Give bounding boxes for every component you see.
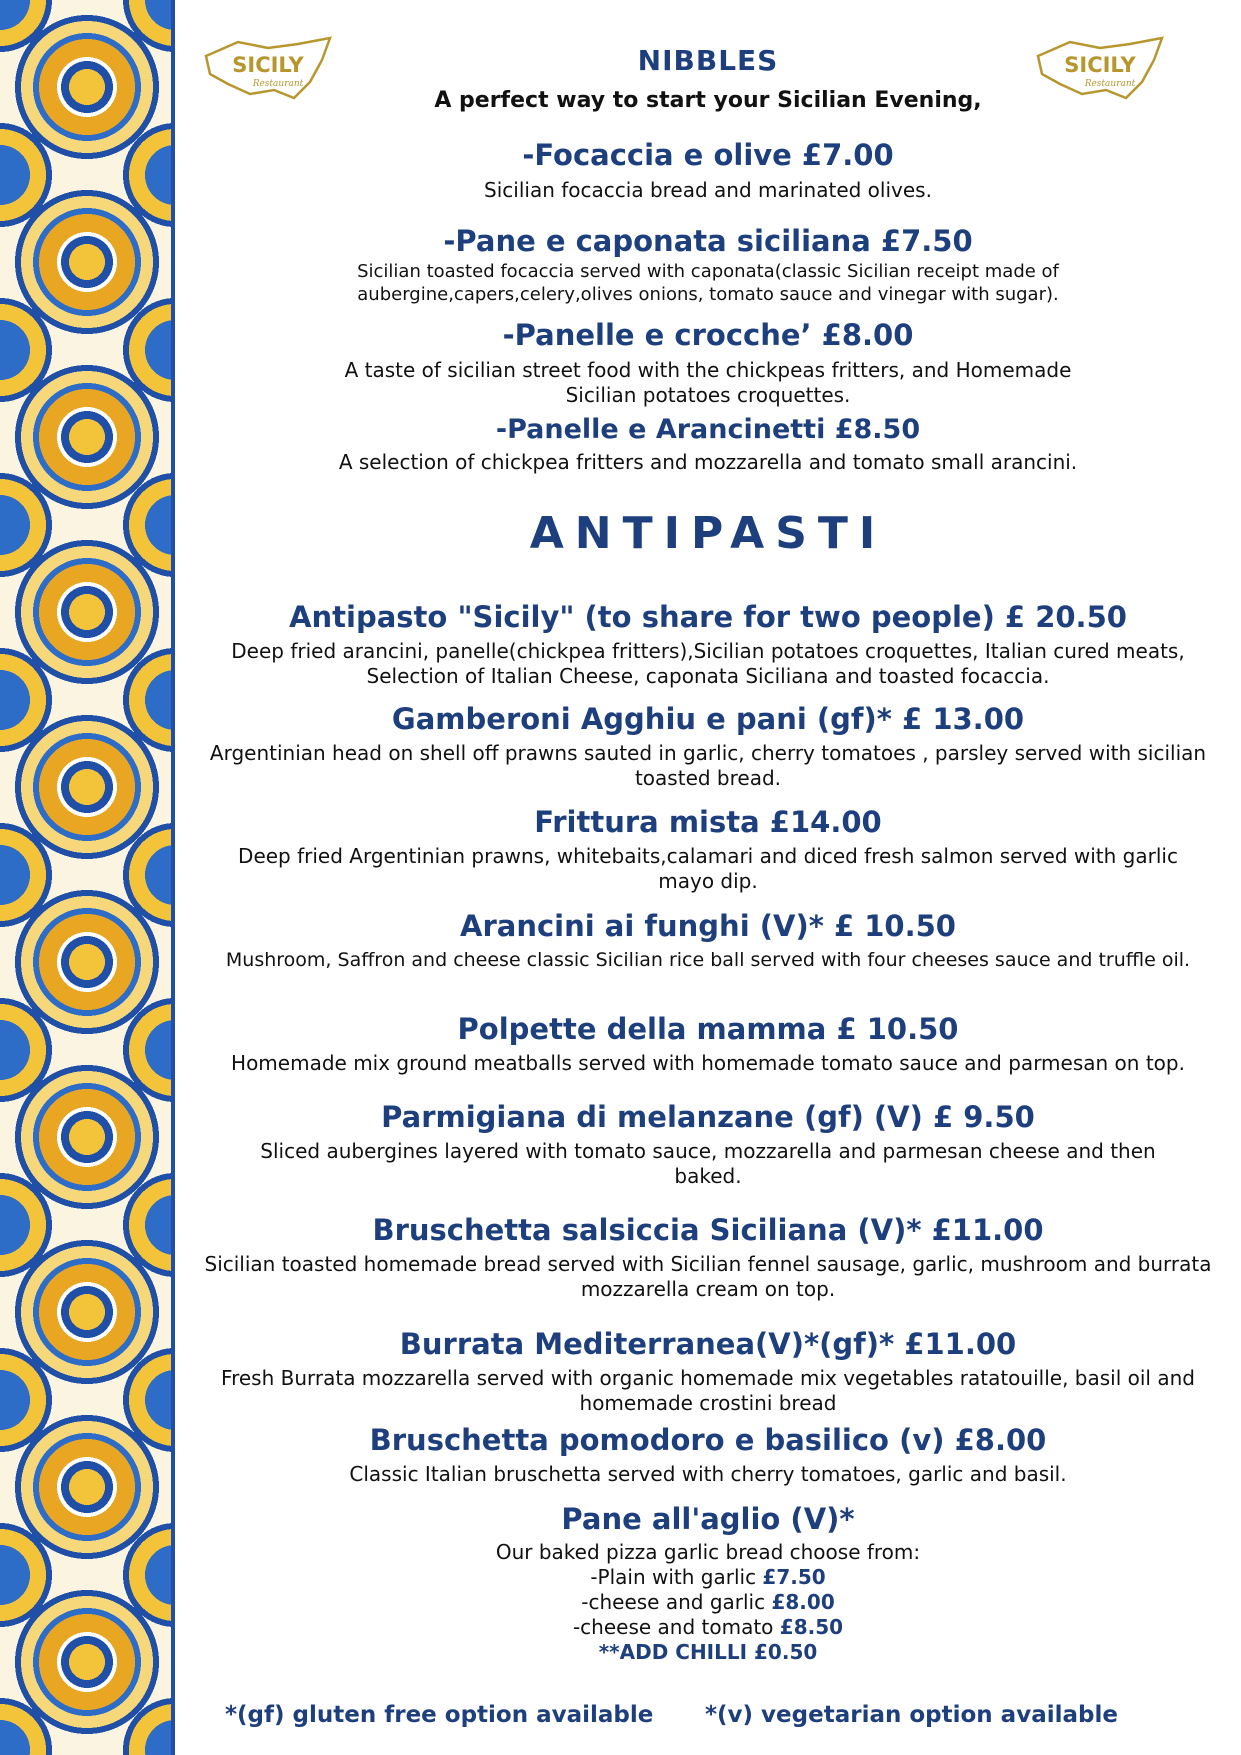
logo-subtext: Restaurant	[1084, 79, 1136, 89]
garlic-bread-intro: Our baked pizza garlic bread choose from:	[495, 1540, 921, 1564]
antipasti-item-desc: Selection of Italian Cheese, caponata Siciliana and toasted focaccia.	[366, 664, 1050, 688]
antipasti-item-desc: Classic Italian bruschetta served with cherry tomatoes, garlic and basil.	[349, 1462, 1067, 1486]
antipasti-item-desc: Homemade mix ground meatballs served with homemade tomato sauce and parmesan on top.	[231, 1051, 1185, 1075]
section-title-antipasti: ANTIPASTI	[529, 508, 887, 559]
antipasti-item-desc: mozzarella cream on top.	[580, 1277, 836, 1301]
add-chilli-note: **ADD CHILLI £0.50	[598, 1640, 818, 1664]
garlic-bread-option	[175, 1590, 1241, 1615]
antipasti-item-title: Burrata Mediterranea(V)*(gf)* £11.00	[399, 1327, 1017, 1361]
antipasti-item-desc: Deep fried Argentinian prawns, whitebaits,calamari and diced fresh salmon served with garlic	[238, 844, 1178, 868]
antipasti-item-desc: Sliced aubergines layered with tomato sauce, mozzarella and parmesan cheese and then	[260, 1139, 1156, 1163]
option-price: £8.50	[779, 1615, 844, 1639]
antipasti-item-title: Polpette della mamma £ 10.50	[457, 1012, 959, 1046]
garlic-bread-option	[175, 1615, 1241, 1640]
option-label: -cheese and tomato	[572, 1615, 780, 1639]
nibble-item-title: -Panelle e Arancinetti £8.50	[495, 414, 921, 445]
nibble-item-title: -Pane e caponata siciliana £7.50	[443, 224, 973, 258]
antipasti-item-title: Gamberoni Agghiu e pani (gf)* £ 13.00	[391, 702, 1025, 736]
decorative-tile-border	[0, 0, 175, 1755]
antipasti-item-desc: toasted bread.	[634, 766, 782, 790]
antipasti-item-desc: Fresh Burrata mozzarella served with organic homemade mix vegetables ratatouille, basil oil and	[221, 1366, 1195, 1390]
antipasti-item-desc: Argentinian head on shell off prawns sauted in garlic, cherry tomatoes , parsley served with sicilian	[209, 741, 1207, 765]
antipasti-item-desc: Deep fried arancini, panelle(chickpea fritters),Sicilian potatoes croquettes, Italian cured meats,	[231, 639, 1185, 663]
footer-vegetarian-note: *(v) vegetarian option available	[705, 1702, 1118, 1728]
footer-gluten-free-note: *(gf) gluten free option available	[225, 1702, 654, 1728]
nibble-item-desc: Sicilian focaccia bread and marinated olives.	[484, 178, 932, 202]
antipasti-item-title: Bruschetta salsiccia Siciliana (V)* £11.00	[372, 1213, 1044, 1247]
garlic-bread-option	[175, 1565, 1241, 1590]
menu-content	[175, 0, 1241, 1755]
antipasti-item-title: Parmigiana di melanzane (gf) (V) £ 9.50	[381, 1100, 1035, 1134]
nibble-item-title: -Panelle e crocche’ £8.00	[502, 318, 914, 352]
antipasti-item-desc: Sicilian toasted homemade bread served with Sicilian fennel sausage, garlic, mushroom and burrata	[204, 1252, 1212, 1276]
nibble-item-desc: aubergine,capers,celery,olives onions, tomato sauce and vinegar with sugar).	[357, 284, 1059, 305]
antipasti-item-desc: baked.	[674, 1164, 742, 1188]
logo-text: SICILY	[1064, 53, 1136, 77]
nibble-item-desc: A taste of sicilian street food with the chickpeas fritters, and Homemade	[344, 358, 1072, 382]
antipasti-item-desc: mayo dip.	[658, 869, 758, 893]
antipasti-item-title: Frittura mista £14.00	[534, 805, 882, 839]
section-title-nibbles: NIBBLES	[637, 44, 779, 77]
nibbles-intro: A perfect way to start your Sicilian Evening,	[434, 88, 982, 113]
antipasti-item-desc: homemade crostini bread	[579, 1391, 837, 1415]
antipasti-item-title: Arancini ai funghi (V)* £ 10.50	[460, 909, 956, 943]
nibble-item-desc: A selection of chickpea fritters and mozzarella and tomato small arancini.	[338, 450, 1078, 474]
nibble-item-desc: Sicilian toasted focaccia served with caponata(classic Sicilian receipt made of	[357, 261, 1059, 282]
option-price: £8.00	[771, 1590, 835, 1614]
option-label: -Plain with garlic	[590, 1565, 763, 1589]
logo-text: SICILY	[232, 53, 304, 77]
logo-subtext: Restaurant	[252, 79, 304, 89]
antipasti-item-desc: Mushroom, Saffron and cheese classic Sicilian rice ball served with four cheeses sauce and truffle oil.	[225, 949, 1191, 971]
nibble-item-title: -Focaccia e olive £7.00	[522, 138, 894, 172]
option-label: -cheese and garlic	[581, 1590, 772, 1614]
nibble-item-desc: Sicilian potatoes croquettes.	[565, 383, 851, 407]
antipasti-item-title: Bruschetta pomodoro e basilico (v) £8.00	[369, 1423, 1047, 1457]
garlic-bread-title: Pane all'aglio (V)*	[561, 1502, 855, 1536]
option-price: £7.50	[762, 1565, 826, 1589]
antipasti-item-title: Antipasto "Sicily" (to share for two people) £ 20.50	[289, 600, 1127, 634]
